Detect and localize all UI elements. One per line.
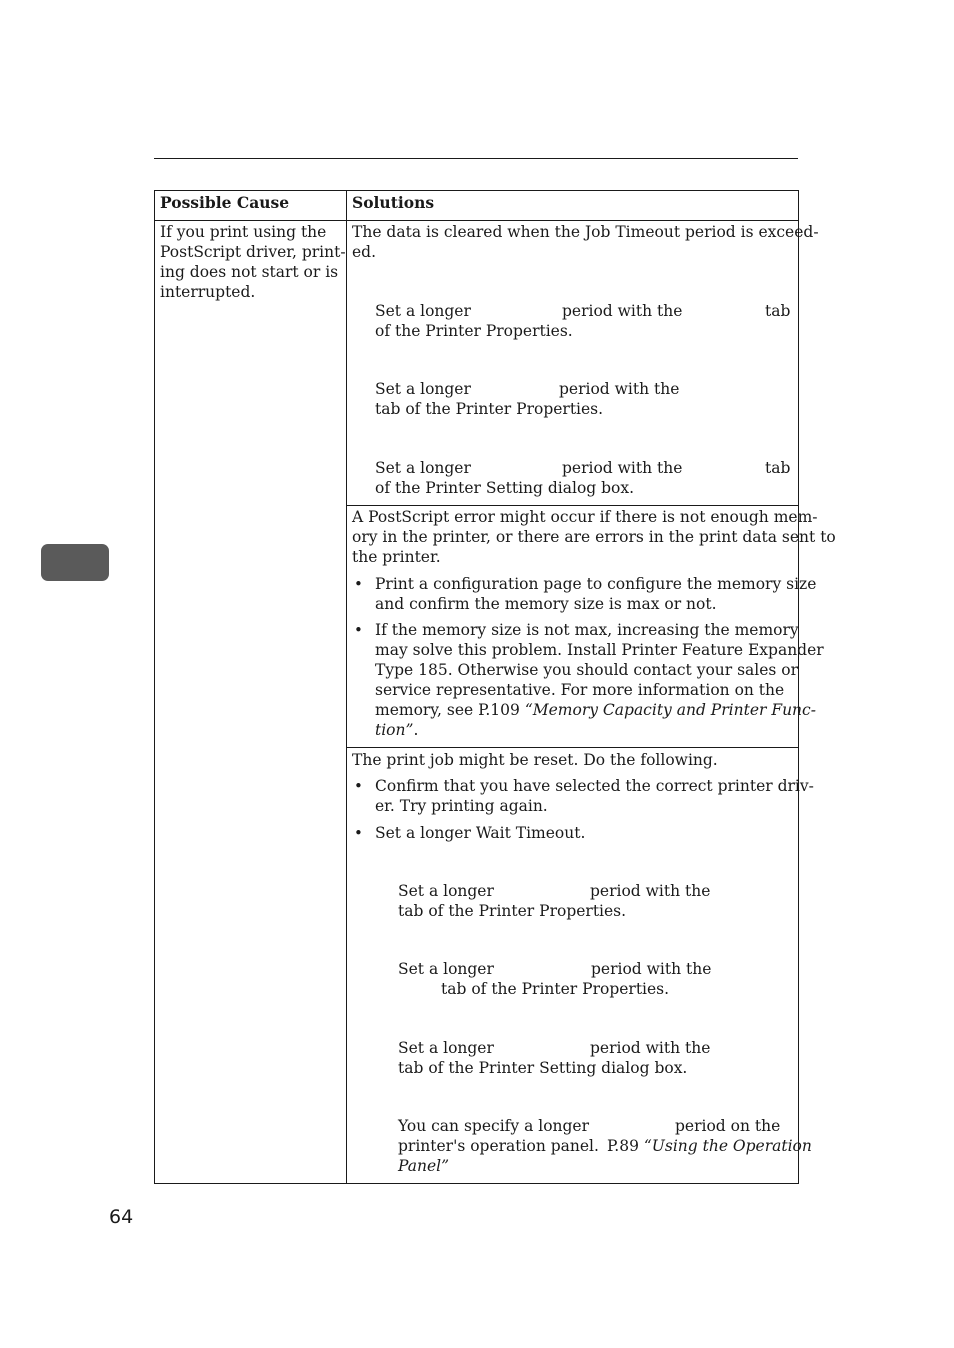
step-line2: tab of the Printer Setting dialog box. — [398, 1059, 688, 1077]
bullet-line: Type 185. Otherwise you should contact your sales or — [375, 661, 799, 679]
chapter-tab-marker — [41, 544, 109, 581]
step-set-longer: Set a longer — [375, 459, 471, 477]
header-rule — [154, 158, 798, 159]
solution-intro-line: The data is cleared when the Job Timeout period is exceed- — [352, 223, 819, 241]
bullet-icon: • — [354, 621, 363, 639]
step-set-longer: Set a longer — [375, 380, 471, 398]
step-line2: tab of the Printer Properties. — [441, 980, 670, 998]
reference-prefix: P.89 — [607, 1137, 644, 1155]
reference-link-end[interactable]: tion” — [375, 721, 414, 739]
bullet-line: and confirm the memory size is max or not. — [375, 595, 717, 613]
cause-line: If you print using the — [160, 223, 327, 241]
step-set-longer: Set a longer — [375, 302, 471, 320]
header-solutions: Solutions — [352, 193, 435, 212]
step-set-longer: Set a longer — [398, 1039, 494, 1057]
header-possible-cause: Possible Cause — [160, 193, 290, 212]
row-divider-2 — [346, 747, 799, 748]
row-divider-1 — [346, 505, 799, 506]
step-period-with: period with the — [590, 882, 711, 900]
solution-intro-line: ory in the printer, or there are errors in the print data sent to — [352, 528, 836, 546]
bullet-line: er. Try printing again. — [375, 797, 548, 815]
bullet-icon: • — [354, 575, 363, 593]
panel-note-line1b: period on the — [675, 1117, 781, 1135]
bullet-icon: • — [354, 824, 363, 842]
bullet-line-reference-end — [375, 720, 418, 740]
table-bottom-border — [154, 1183, 799, 1184]
bullet-line-reference — [375, 700, 816, 720]
bullet-line: Print a configuration page to configure the memory size — [375, 575, 817, 593]
page-number: 64 — [109, 1206, 134, 1228]
table-left-border — [154, 190, 155, 1184]
table-header-divider — [154, 220, 799, 221]
table-right-border — [798, 190, 799, 1184]
step-period-with: period with the — [562, 459, 683, 477]
cause-line: interrupted. — [160, 283, 256, 301]
table-top-border — [154, 190, 799, 191]
bullet-icon: • — [354, 777, 363, 795]
step-period-with: period with the — [591, 960, 712, 978]
bullet-line: service representative. For more information on the — [375, 681, 785, 699]
panel-note-reference — [607, 1136, 812, 1156]
table-column-divider — [346, 190, 347, 1184]
step-period-with: period with the — [590, 1039, 711, 1057]
step-line2: of the Printer Properties. — [375, 322, 573, 340]
solution-intro-line: A PostScript error might occur if there is not enough mem- — [352, 508, 818, 526]
step-tab: tab — [765, 459, 791, 477]
solution-intro-line: the printer. — [352, 548, 441, 566]
reference-prefix: memory, see P.109 — [375, 701, 525, 719]
reference-link[interactable]: “Memory Capacity and Printer Func- — [524, 701, 816, 719]
bullet-line: Set a longer Wait Timeout. — [375, 824, 586, 842]
step-period-with: period with the — [562, 302, 683, 320]
bullet-line: Confirm that you have selected the correct printer driv- — [375, 777, 814, 795]
step-tab: tab — [765, 302, 791, 320]
cause-line: ing does not start or is — [160, 263, 339, 281]
step-line2: tab of the Printer Properties. — [398, 902, 627, 920]
solution-intro-line: ed. — [352, 243, 377, 261]
step-period-with: period with the — [559, 380, 680, 398]
reference-link-end[interactable]: Panel” — [398, 1157, 450, 1175]
cause-line: PostScript driver, print- — [160, 243, 346, 261]
solution-intro-line: The print job might be reset. Do the following. — [352, 751, 718, 769]
reference-period: . — [413, 721, 419, 739]
bullet-line: may solve this problem. Install Printer Feature Expander — [375, 641, 824, 659]
panel-note-line2a: printer's operation panel. — [398, 1137, 599, 1155]
step-line2: of the Printer Setting dialog box. — [375, 479, 635, 497]
step-line2: tab of the Printer Properties. — [375, 400, 604, 418]
panel-note-line1a: You can specify a longer — [398, 1117, 590, 1135]
reference-link[interactable]: “Using the Operation — [643, 1137, 812, 1155]
step-set-longer: Set a longer — [398, 960, 494, 978]
bullet-line: If the memory size is not max, increasing the memory — [375, 621, 799, 639]
step-set-longer: Set a longer — [398, 882, 494, 900]
